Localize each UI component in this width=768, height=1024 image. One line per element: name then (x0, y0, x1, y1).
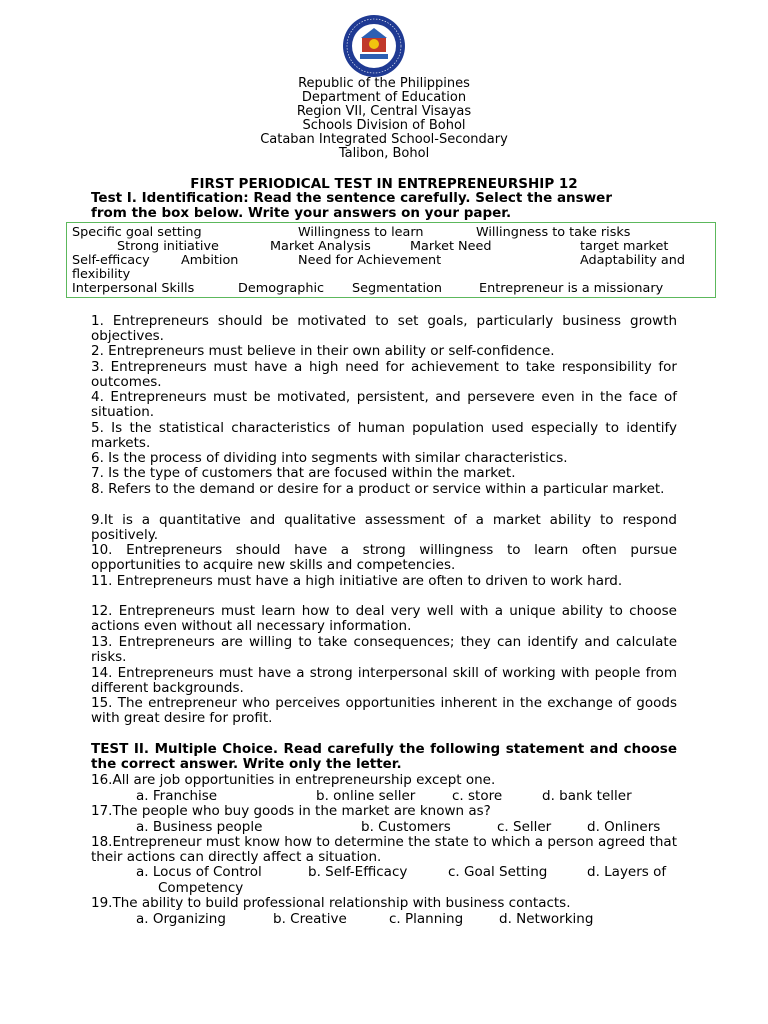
header-line: Cataban Integrated School-Secondary (260, 132, 508, 147)
test2-instructions: TEST II. Multiple Choice. Read carefully the following statement and choose the correct answer. Write only the letter. (91, 741, 677, 772)
choice-item: Interpersonal Skills (72, 281, 195, 296)
deped-seal-logo (331, 14, 417, 78)
test1-instructions (91, 191, 677, 221)
test1-item: 9.It is a quantitative and qualitative assessment of a market ability to respond positively. (91, 512, 677, 543)
option-a: a. Organizing (136, 911, 226, 927)
choice-item: Demographic (238, 281, 325, 296)
header-line: Schools Division of Bohol (302, 118, 466, 133)
choice-item: target market (580, 239, 669, 254)
option-d: d. bank teller (542, 788, 632, 804)
choice-item: Willingness to learn (298, 225, 424, 240)
header-line: Department of Education (301, 90, 467, 105)
choice-item: Market Analysis (270, 239, 371, 254)
test1-item: 15. The entrepreneur who perceives opportunities inherent in the exchange of goods with great desire for profit. (91, 695, 677, 726)
test1-item: 3. Entrepreneurs must have a high need for achievement to take responsibility for outcomes. (91, 359, 677, 390)
header-line: Talibon, Bohol (338, 146, 430, 161)
option-b: b. online seller (316, 788, 416, 804)
choice-item: Willingness to take risks (476, 225, 631, 240)
choice-item: Adaptability and (580, 253, 685, 268)
test1-item: 5. Is the statistical characteristics of human population used especially to identify markets. (91, 420, 677, 451)
seal-base-shape (360, 54, 388, 59)
choice-item: Specific goal setting (72, 225, 202, 240)
choice-item: flexibility (72, 267, 131, 282)
test1-item: 12. Entrepreneurs must learn how to deal very well with a unique ability to choose actions even without all necessary information. (91, 603, 677, 634)
option-a: a. Business people (136, 819, 263, 835)
choice-item: Entrepreneur is a missionary (479, 281, 664, 296)
option-a: a. Franchise (136, 788, 218, 804)
school-header (0, 77, 768, 161)
option-c: c. Seller (497, 819, 552, 835)
choice-item: Segmentation (352, 281, 442, 296)
option-c: c. store (452, 788, 503, 804)
test2-question: 17.The people who buy goods in the market are known as? (91, 803, 491, 819)
header-line: Republic of the Philippines (298, 76, 470, 91)
option-d: d. Onliners (587, 819, 661, 835)
test1-item: 13. Entrepreneurs are willing to take consequences; they can identify and calculate risks. (91, 634, 677, 665)
choice-item: Ambition (181, 253, 239, 268)
choice-item: Need for Achievement (298, 253, 442, 268)
option-c: c. Goal Setting (448, 864, 548, 880)
choice-item: Strong initiative (117, 239, 219, 254)
test-title: FIRST PERIODICAL TEST IN ENTREPRENEURSHIP 12 (190, 176, 578, 192)
option-b: b. Customers (361, 819, 451, 835)
test1-item: 8. Refers to the demand or desire for a product or service within a particular market. (91, 481, 665, 497)
option-c: c. Planning (389, 911, 464, 927)
option-b: b. Self-Efficacy (308, 864, 408, 880)
test1-item: 2. Entrepreneurs must believe in their own ability or self-confidence. (91, 343, 555, 359)
option-b: b. Creative (273, 911, 347, 927)
test2-question: 19.The ability to build professional relationship with business contacts. (91, 895, 571, 911)
option-d: d. Networking (499, 911, 594, 927)
test1-item: 7. Is the type of customers that are focused within the market. (91, 465, 516, 481)
option-a: a. Locus of Control (136, 864, 262, 880)
test1-item: 10. Entrepreneurs should have a strong willingness to learn often pursue opportunities to acquire new skills and competencies. (91, 542, 677, 573)
test1-item: 6. Is the process of dividing into segments with similar characteristics. (91, 450, 568, 466)
test1-instructions-line: from the box below. Write your answers on your paper. (91, 205, 512, 221)
header-line: Region VII, Central Visayas (296, 104, 472, 119)
choice-item: Self-efficacy (72, 253, 150, 268)
option-d: d. Layers of (587, 864, 667, 880)
test1-item: 1. Entrepreneurs should be motivated to set goals, particularly business growth objectives. (91, 313, 677, 344)
choice-item: Market Need (410, 239, 492, 254)
test1-item: 14. Entrepreneurs must have a strong interpersonal skill of working with people from different backgrounds. (91, 665, 677, 696)
answer-choices-box (66, 222, 716, 298)
seal-sun-shape (369, 39, 379, 49)
test1-instructions-line: Test I. Identification: Read the sentence carefully. Select the answer (91, 190, 612, 206)
test1-item: 4. Entrepreneurs must be motivated, persistent, and persevere even in the face of situation. (91, 389, 677, 420)
test2-question: 16.All are job opportunities in entrepreneurship except one. (91, 772, 496, 788)
test2-question: 18.Entrepreneur must know how to determine the state to which a person agreed that their actions can directly affect a situation. (91, 834, 677, 865)
test1-item: 11. Entrepreneurs must have a high initiative are often to driven to work hard. (91, 573, 623, 589)
option-a-continuation: Competency (158, 880, 244, 896)
